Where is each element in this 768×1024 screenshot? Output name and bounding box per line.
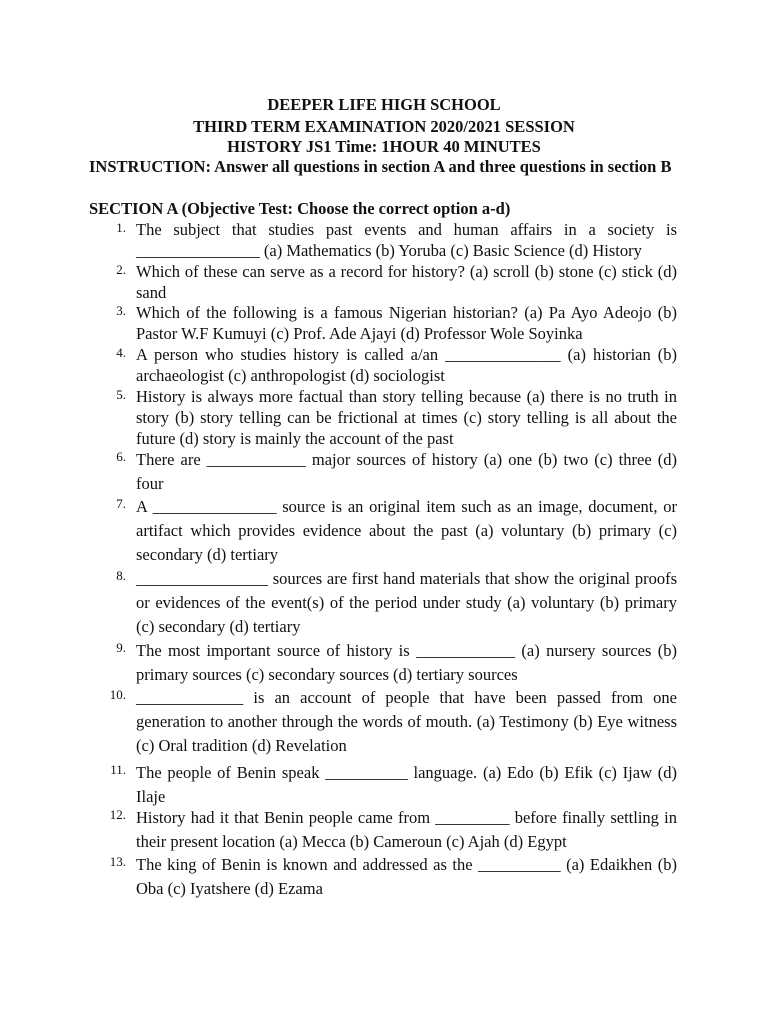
question-number: 8. <box>116 568 126 583</box>
question-text: The subject that studies past events and human affairs in a society is _______________ (a) Mathematics (b) Yoruba (c) Basic Science (d) History <box>136 220 677 260</box>
question-text: The king of Benin is known and addressed as the __________ (a) Edaikhen (b) Oba (c) Iyatshere (d) Ezama <box>136 855 677 898</box>
question-number: 2. <box>116 262 126 277</box>
question-number: 6. <box>116 449 126 464</box>
exam-title: THIRD TERM EXAMINATION 2020/2021 SESSION <box>193 117 575 136</box>
question-number: 13. <box>109 854 126 869</box>
question-number: 3. <box>116 303 126 318</box>
instruction: INSTRUCTION: Answer all questions in section A and three questions in section B <box>89 157 672 176</box>
section-a-title: SECTION A (Objective Test: Choose the correct option a-d) <box>89 199 511 218</box>
question-text: A _______________ source is an original item such as an image, document, or artifact which provides evidence about the past (a) voluntary (b) primary (c) secondary (d) tertiary <box>136 497 677 564</box>
question-text: Which of the following is a famous Nigerian historian? (a) Pa Ayo Adeojo (b) Pastor W.F Kumuyi (c) Prof. Ade Ajayi (d) Professor Wole Soyinka <box>136 303 677 343</box>
question-number: 4. <box>116 345 126 360</box>
question-number: 7. <box>116 496 126 511</box>
question-number: 11. <box>110 762 126 777</box>
question-number: 5. <box>116 387 126 402</box>
school-name: DEEPER LIFE HIGH SCHOOL <box>267 95 501 114</box>
question-number: 9. <box>116 640 126 655</box>
question-text: ________________ sources are first hand materials that show the original proofs or evidences of the event(s) of the period under study (a) voluntary (b) primary (c) secondary (d) tertiary <box>136 569 677 636</box>
subject-time: HISTORY JS1 Time: 1HOUR 40 MINUTES <box>227 137 541 156</box>
question-text: A person who studies history is called a/an ______________ (a) historian (b) archaeologist (c) anthropologist (d) sociologist <box>136 345 677 385</box>
question-number: 1. <box>116 220 126 235</box>
question-text: _____________ is an account of people that have been passed from one generation to another through the words of mouth. (a) Testimony (b) Eye witness (c) Oral tradition (d) Revelation <box>136 688 677 755</box>
question-text: Which of these can serve as a record for history? (a) scroll (b) stone (c) stick (d) sand <box>136 262 677 302</box>
question-number: 12. <box>109 807 126 822</box>
question-text: The most important source of history is ____________ (a) nursery sources (b) primary sources (c) secondary sources (d) tertiary sources <box>136 641 677 684</box>
question-text: There are ____________ major sources of history (a) one (b) two (c) three (d) four <box>136 450 677 493</box>
question-text: History had it that Benin people came from _________ before finally settling in their present location (a) Mecca (b) Cameroun (c) Ajah (d) Egypt <box>136 808 677 851</box>
question-number: 10. <box>109 687 126 702</box>
question-text: History is always more factual than story telling because (a) there is no truth in story (b) story telling can be frictional at times (c) story telling is all about the future (d) story is mainly the account of the past <box>136 387 677 448</box>
question-text: The people of Benin speak __________ language. (a) Edo (b) Efik (c) Ijaw (d) Ilaje <box>136 763 677 806</box>
